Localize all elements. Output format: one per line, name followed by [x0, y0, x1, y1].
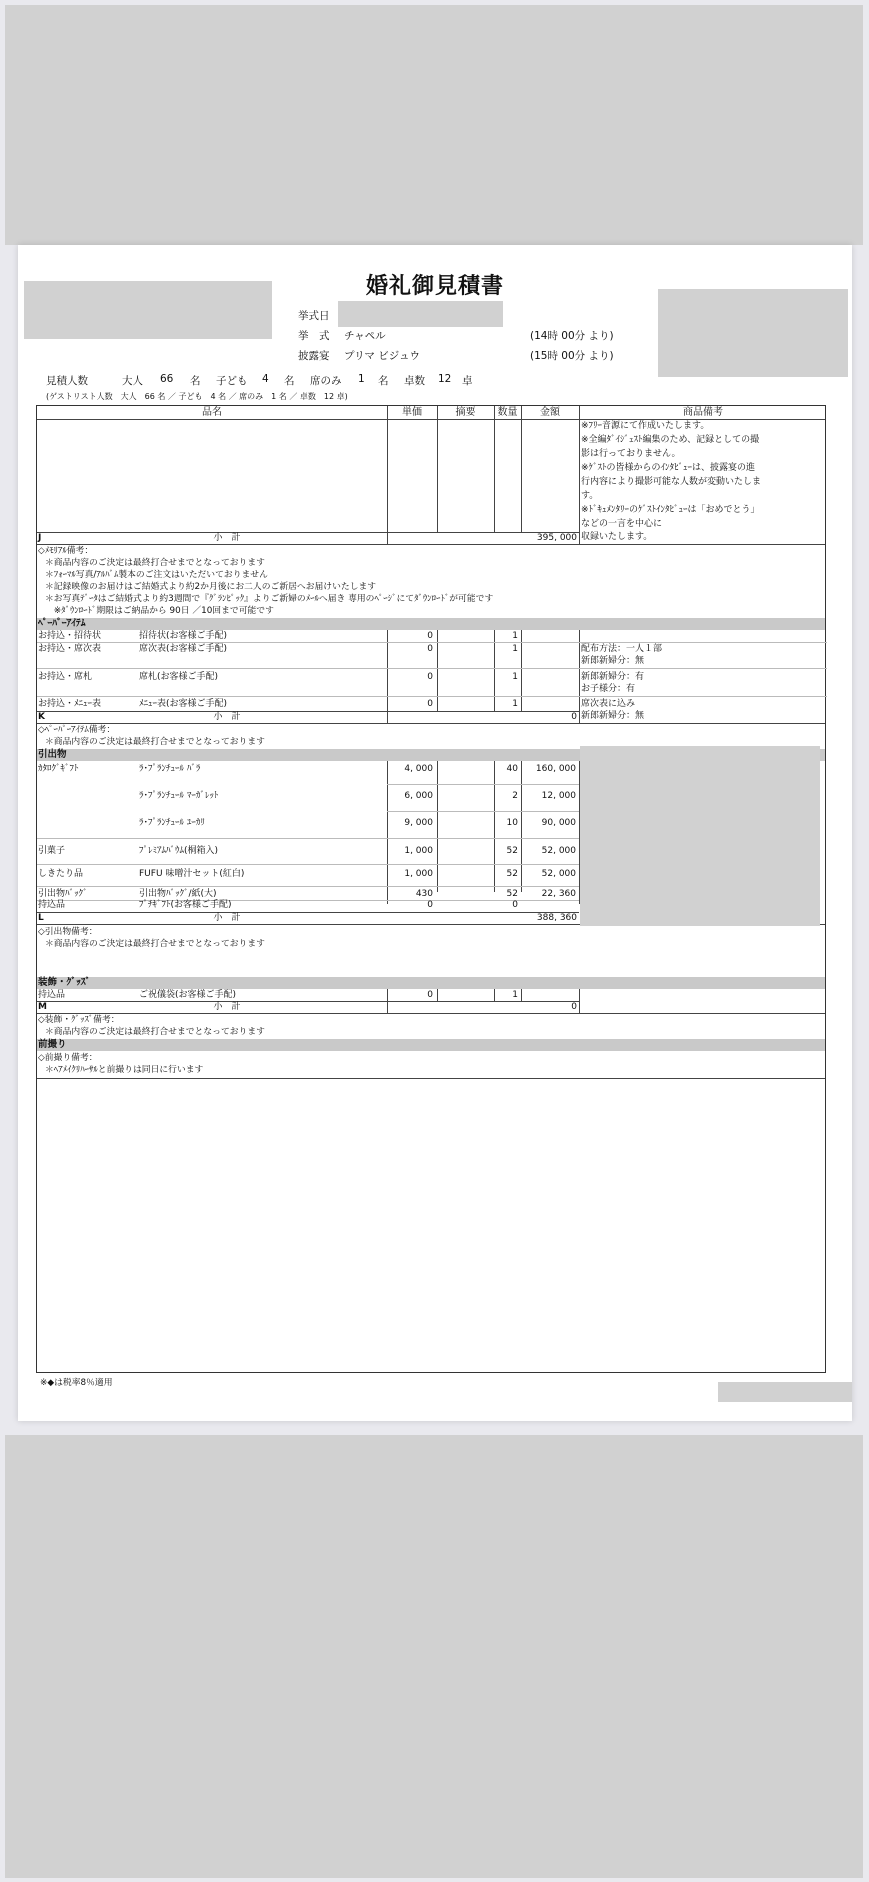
gift-category: 引出物ﾊﾞｯｸﾞ [38, 889, 88, 899]
col-line [579, 630, 580, 723]
row-divider [387, 811, 579, 812]
photo-remark: 行内容により撮影可能な人数が変動いたしま [581, 477, 762, 487]
row-divider [37, 723, 825, 724]
header-item: 品名 [202, 407, 222, 418]
gift-qty: 2 [512, 791, 518, 801]
subtotal-code-j: J [38, 533, 42, 543]
children-count: 4 [262, 373, 269, 385]
row-divider [37, 668, 827, 669]
paper-qty: 1 [512, 699, 518, 709]
paper-item-name: ﾒﾆｭｰ表(お客様ご手配) [139, 699, 228, 709]
decor-notes-title: ◇装飾・ｸﾞｯｽﾞ備考： [38, 1015, 120, 1025]
ceremony-date-label: 挙式日 [298, 310, 330, 322]
paper-remark: 新郎新婦分：有 [581, 672, 645, 682]
document-title: 婚礼御見積書 [365, 274, 504, 299]
gift-qty: 52 [506, 869, 518, 879]
decor-note: ＊商品内容のご決定は最終打合せまでとなっております [45, 1027, 265, 1037]
redacted-footer [718, 1382, 852, 1402]
adults-unit: 名 [190, 375, 201, 387]
redacted-top-block [5, 5, 863, 245]
reception-venue: プリマ ビジュウ [344, 350, 420, 362]
tables-label: 卓数 [404, 375, 425, 387]
estimate-table [36, 405, 826, 1373]
decor-item-name: ご祝儀袋(お客様ご手配) [139, 990, 237, 1000]
guest-count-label: 見積人数 [46, 375, 88, 387]
decor-category: 持込品 [38, 990, 66, 1000]
paper-category: お持込・ﾒﾆｭｰ表 [38, 699, 102, 709]
subtotal-paper: 0 [571, 712, 577, 722]
redacted-bottom-block [5, 1435, 863, 1878]
gift-qty: 52 [506, 846, 518, 856]
header-summary: 摘要 [455, 407, 476, 418]
gift-amount: 22, 360 [541, 889, 576, 899]
row-divider [37, 544, 825, 545]
subtotal-gift: 388, 360 [536, 913, 577, 923]
paper-category: お持込・席札 [38, 672, 93, 682]
section-band-prephoto [37, 1039, 825, 1051]
col-line [387, 406, 388, 544]
section-title-gift: 引出物 [38, 749, 67, 760]
memorial-note: ※ﾀﾞｳﾝﾛｰﾄﾞ期限はご納品から 90日 ／10回まで可能です [45, 606, 274, 616]
photo-remark: 影は行っておりません。 [581, 449, 681, 459]
prephoto-notes-title: ◇前撮り備考： [38, 1053, 98, 1063]
photo-remark: 収録いたします。 [581, 532, 653, 542]
paper-notes-title: ◇ﾍﾟｰﾊﾟｰｱｲﾃﾑ備考： [38, 725, 116, 735]
section-title-prephoto: 前撮り [38, 1039, 67, 1050]
col-line [437, 761, 438, 892]
gift-category: 持込品 [38, 900, 66, 910]
paper-price: 0 [427, 672, 433, 682]
row-divider [37, 838, 579, 839]
gift-price: 6, 000 [404, 791, 433, 801]
paper-remark: 新郎新婦分：無 [581, 656, 645, 666]
col-line [437, 989, 438, 1001]
subtotal-photo: 395, 000 [536, 533, 577, 543]
decor-price: 0 [427, 990, 433, 1000]
paper-note: ＊商品内容のご決定は最終打合せまでとなっております [45, 737, 265, 747]
gift-item-name: ﾗ･ﾌﾟﾗﾝﾁｭｰﾙ ﾕｰｶﾘ [139, 818, 205, 828]
row-divider [387, 784, 579, 785]
paper-remark: 配布方法：一人１部 [581, 644, 663, 654]
photo-remark: ※全編ﾀﾞｲｼﾞｪｽﾄ編集のため、記録としての撮 [581, 435, 760, 445]
col-line [521, 989, 522, 1001]
section-title-decor: 装飾・ｸﾞｯｽﾞ [38, 977, 91, 988]
header-remarks: 商品備考 [683, 407, 723, 418]
photo-remark: ※ﾌﾘｰ音源にて作成いたします。 [581, 421, 710, 431]
row-divider [37, 696, 827, 697]
section-band-decor [37, 977, 825, 989]
ceremony-time: (14時 00分 より) [530, 330, 614, 342]
photo-remark: す。 [581, 491, 599, 501]
col-line [579, 406, 580, 544]
subtotal-label: 小 計 [213, 1002, 241, 1012]
photo-remark: ※ﾄﾞｷｭﾒﾝﾀﾘｰのｹﾞｽﾄｲﾝﾀﾋﾞｭｰは「おめでとう」 [581, 505, 760, 515]
seat-only-unit: 名 [378, 375, 389, 387]
row-divider [37, 642, 827, 643]
paper-remark: お子様分：有 [581, 684, 636, 694]
redacted-date [338, 301, 503, 327]
children-label: 子ども [216, 375, 248, 387]
paper-price: 0 [427, 631, 433, 641]
paper-qty: 1 [512, 631, 518, 641]
prephoto-note: ＊ﾍｱﾒｲｸﾘﾊｰｻﾙと前撮りは同日に行います [45, 1065, 204, 1075]
paper-item-name: 席次表(お客様ご手配) [139, 644, 228, 654]
subtotal-label: 小 計 [213, 913, 241, 923]
subtotal-code-l: L [38, 913, 44, 923]
memorial-notes-title: ◇ﾒﾓﾘｱﾙ備考： [38, 546, 94, 556]
seat-only-count: 1 [358, 373, 365, 385]
col-line [579, 989, 580, 1013]
reception-label: 披露宴 [298, 350, 330, 362]
header-qty: 数量 [497, 407, 518, 418]
estimate-document [18, 245, 852, 1421]
reception-time: (15時 00分 より) [530, 350, 614, 362]
gift-item-name: FUFU 味噌汁セット(紅白) [139, 869, 245, 879]
guest-list-line: (ゲストリスト人数 大人 66 名 ／ 子ども 4 名 ／ 席のみ 1 名 ／ 卓数 12 卓) [46, 392, 348, 401]
paper-qty: 1 [512, 644, 518, 654]
memorial-note: ＊お写真ﾃﾞｰﾀはご結婚式より約3週間で『ｸﾞﾗﾝﾋﾟｯｸ』よりご新婦のﾒｰﾙへ届き 専用のﾍﾟｰｼﾞにてﾀﾞｳﾝﾛｰﾄﾞが可能です [45, 594, 494, 604]
paper-price: 0 [427, 699, 433, 709]
tables-count: 12 [438, 373, 452, 385]
adults-label: 大人 [122, 375, 143, 387]
gift-qty: 10 [506, 818, 518, 828]
ceremony-label: 挙 式 [298, 330, 330, 342]
gift-category: しきたり品 [38, 869, 84, 879]
gift-item-name: ﾗ･ﾌﾟﾗﾝﾁｭｰﾙ ﾏｰｶﾞﾚｯﾄ [139, 791, 219, 801]
gift-qty: 0 [512, 900, 518, 910]
col-line [521, 406, 522, 532]
gift-price: 9, 000 [404, 818, 433, 828]
paper-category: お持込・招待状 [38, 631, 102, 641]
subtotal-label: 小 計 [213, 533, 241, 543]
subtotal-code-m: M [38, 1002, 47, 1012]
gift-category: 引菓子 [38, 846, 66, 856]
section-title-paper: ﾍﾟｰﾊﾟｰｱｲﾃﾑ [38, 618, 86, 629]
col-line [387, 761, 388, 904]
redacted-customer-name [24, 281, 272, 339]
gift-price: 4, 000 [404, 764, 433, 774]
row-divider [37, 1078, 825, 1079]
header-amount: 金額 [540, 407, 560, 418]
row-divider [37, 1013, 825, 1014]
gift-amount: 12, 000 [541, 791, 576, 801]
paper-item-name: 席札(お客様ご手配) [139, 672, 219, 682]
memorial-note: ＊ﾌｫｰﾏﾙ写真/ｱﾙﾊﾞﾑ製本のご注文はいただいておりません [45, 570, 268, 580]
gift-price: 1, 000 [404, 846, 433, 856]
seat-only-label: 席のみ [310, 375, 342, 387]
col-line [437, 406, 438, 532]
header-unit-price: 単価 [402, 407, 422, 418]
redacted-gift-remarks [580, 746, 820, 926]
gift-amount: 90, 000 [541, 818, 576, 828]
subtotal-label: 小 計 [213, 712, 241, 722]
ceremony-venue: チャペル [344, 330, 386, 342]
adults-count: 66 [160, 373, 174, 385]
decor-qty: 1 [512, 990, 518, 1000]
gift-category: ｶﾀﾛｸﾞｷﾞﾌﾄ [38, 764, 79, 774]
tables-unit: 卓 [462, 375, 473, 387]
gift-qty: 40 [506, 764, 518, 774]
gift-item-name: ﾌﾟﾚﾐｱﾑﾊﾞｳﾑ(桐箱入) [139, 846, 219, 856]
gift-notes-title: ◇引出物備考： [38, 927, 98, 937]
photo-remark: ※ｹﾞｽﾄの皆様からのｲﾝﾀﾋﾞｭｰは、披露宴の進 [581, 463, 756, 473]
photo-remark: などの一言を中心に [581, 519, 663, 529]
row-divider [37, 864, 579, 865]
header-divider [37, 419, 825, 420]
memorial-note: ＊記録映像のお届けはご結婚式より約2か月後にお二人のご新居へお届けいたします [45, 582, 377, 592]
paper-remark: 席次表に込み [581, 699, 636, 709]
gift-amount: 160, 000 [535, 764, 576, 774]
gift-price: 430 [415, 889, 433, 899]
gift-price: 1, 000 [404, 869, 433, 879]
section-band-paper [37, 618, 825, 630]
paper-price: 0 [427, 644, 433, 654]
paper-item-name: 招待状(お客様ご手配) [139, 631, 228, 641]
gift-item-name: ﾌﾟﾁｷﾞﾌﾄ(お客様ご手配) [139, 900, 232, 910]
subtotal-code-k: K [38, 712, 45, 722]
redacted-venue-info [658, 289, 848, 377]
row-divider [37, 886, 579, 887]
children-unit: 名 [284, 375, 295, 387]
subtotal-decor: 0 [571, 1002, 577, 1012]
gift-item-name: 引出物ﾊﾞｯｸﾞ/紙(大) [139, 889, 217, 899]
paper-category: お持込・席次表 [38, 644, 102, 654]
gift-amount: 52, 000 [541, 846, 576, 856]
tax-footer-note: ※◆は税率8％適用 [40, 1378, 113, 1388]
paper-remark: 新郎新婦分：無 [581, 711, 645, 721]
paper-qty: 1 [512, 672, 518, 682]
col-line [494, 406, 495, 532]
memorial-note: ＊商品内容のご決定は最終打合せまでとなっております [45, 558, 265, 568]
gift-item-name: ﾗ･ﾌﾟﾗﾝﾁｭｰﾙ ﾊﾞﾗ [139, 764, 201, 774]
gift-amount: 52, 000 [541, 869, 576, 879]
gift-qty: 52 [506, 889, 518, 899]
gift-note: ＊商品内容のご決定は最終打合せまでとなっております [45, 939, 265, 949]
gift-price: 0 [427, 900, 433, 910]
